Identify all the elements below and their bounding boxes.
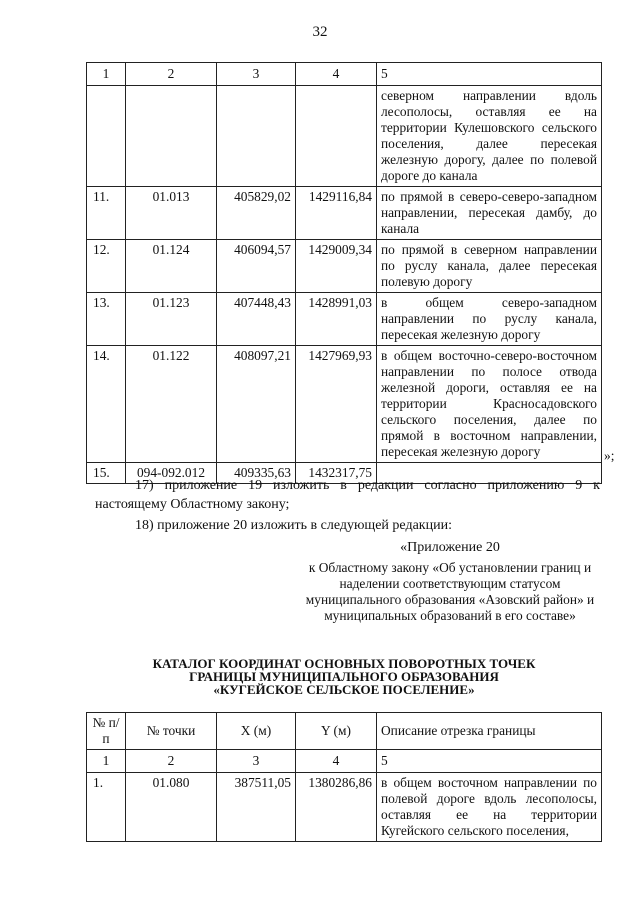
annex-title: «Приложение 20	[400, 540, 500, 555]
header-description: Описание отрезка границы	[377, 713, 602, 750]
row-number: 12.	[87, 240, 126, 293]
segment-description: в общем восточно-северо-восточном направлении по полосе отвода железной дороги, оставляя ее на территории Красносадовского сельского поселения, далее по прямой в восточном направлении, пересекая железную дорогу	[377, 346, 602, 463]
table-row	[87, 773, 602, 842]
y-coordinate: 1427969,93	[296, 346, 377, 463]
column-number: 5	[377, 750, 602, 773]
point-id: 01.013	[126, 187, 217, 240]
catalog-title-line: ГРАНИЦЫ МУНИЦИПАЛЬНОГО ОБРАЗОВАНИЯ	[189, 669, 499, 684]
row-number: 11.	[87, 187, 126, 240]
column-number: 3	[217, 750, 296, 773]
table-row	[87, 346, 602, 463]
y-coordinate: 1429116,84	[296, 187, 377, 240]
row-number	[87, 86, 126, 187]
point-id: 01.080	[126, 773, 217, 842]
table-header-row	[87, 63, 602, 86]
coordinates-table-continued	[86, 62, 602, 484]
column-number: 2	[126, 750, 217, 773]
catalog-title-line: КАТАЛОГ КООРДИНАТ ОСНОВНЫХ ПОВОРОТНЫХ ТОЧЕК	[152, 656, 536, 671]
y-coordinate: 1428991,03	[296, 293, 377, 346]
header-row-number: № п/п	[87, 713, 126, 750]
x-coordinate: 407448,43	[217, 293, 296, 346]
table-row	[87, 293, 602, 346]
page-number: 32	[312, 24, 328, 40]
x-coordinate	[217, 86, 296, 187]
table-row	[87, 187, 602, 240]
x-coordinate: 405829,02	[217, 187, 296, 240]
column-number: 4	[296, 63, 377, 86]
coordinates-table	[86, 712, 602, 842]
header-x: X (м)	[217, 713, 296, 750]
column-number: 4	[296, 750, 377, 773]
table-column-numbers	[87, 750, 602, 773]
segment-description: северном направлении вдоль лесополосы, оставляя ее на территории Кулешовского сельского поселения, далее пересекая железную дорогу, далее по полевой дороге до канала	[377, 86, 602, 187]
row-number: 13.	[87, 293, 126, 346]
column-number: 5	[377, 63, 602, 86]
y-coordinate	[296, 86, 377, 187]
table-header-row	[87, 713, 602, 750]
paragraph-17: 17) приложение 19 изложить в редакции согласно приложению 9 к настоящему Областному закону;	[95, 478, 600, 512]
x-coordinate: 408097,21	[217, 346, 296, 463]
x-coordinate: 387511,05	[217, 773, 296, 842]
row-number: 15.	[87, 463, 126, 484]
point-id: 094-092.012	[126, 463, 217, 484]
table-row	[87, 86, 602, 187]
paragraph-18: 18) приложение 20 изложить в следующей редакции:	[135, 518, 452, 533]
point-id: 01.123	[126, 293, 217, 346]
y-coordinate: 1429009,34	[296, 240, 377, 293]
row-number: 14.	[87, 346, 126, 463]
catalog-title	[86, 657, 602, 696]
catalog-title-line: «КУГЕЙСКОЕ СЕЛЬСКОЕ ПОСЕЛЕНИЕ»	[213, 682, 475, 697]
segment-description: в общем северо-западном направлении по руслу канала, пересекая железную дорогу	[377, 293, 602, 346]
segment-description: в общем восточном направлении по полевой дороге вдоль лесополосы, оставляя ее на территории Кугейского сельского поселения,	[377, 773, 602, 842]
column-number: 2	[126, 63, 217, 86]
x-coordinate: 409335,63	[217, 463, 296, 484]
point-id	[126, 86, 217, 187]
annex-subtitle: к Областному закону «Об установлении границ и наделении соответствующим статусом муниципального образования «Азовский район» и муниципальных образований в его составе»	[305, 560, 595, 623]
y-coordinate: 1380286,86	[296, 773, 377, 842]
point-id: 01.122	[126, 346, 217, 463]
segment-description: по прямой в северном направлении по руслу канала, далее пересекая полевую дорогу	[377, 240, 602, 293]
closing-quote: »;	[604, 448, 615, 463]
table-row	[87, 240, 602, 293]
point-id: 01.124	[126, 240, 217, 293]
column-number: 1	[87, 63, 126, 86]
segment-description: по прямой в северо-северо-западном направлении, пересекая дамбу, до канала	[377, 187, 602, 240]
header-point-id: № точки	[126, 713, 217, 750]
row-number: 1.	[87, 773, 126, 842]
x-coordinate: 406094,57	[217, 240, 296, 293]
column-number: 3	[217, 63, 296, 86]
annex-heading	[300, 540, 600, 624]
y-coordinate: 1432317,75	[296, 463, 377, 484]
header-y: Y (м)	[296, 713, 377, 750]
column-number: 1	[87, 750, 126, 773]
